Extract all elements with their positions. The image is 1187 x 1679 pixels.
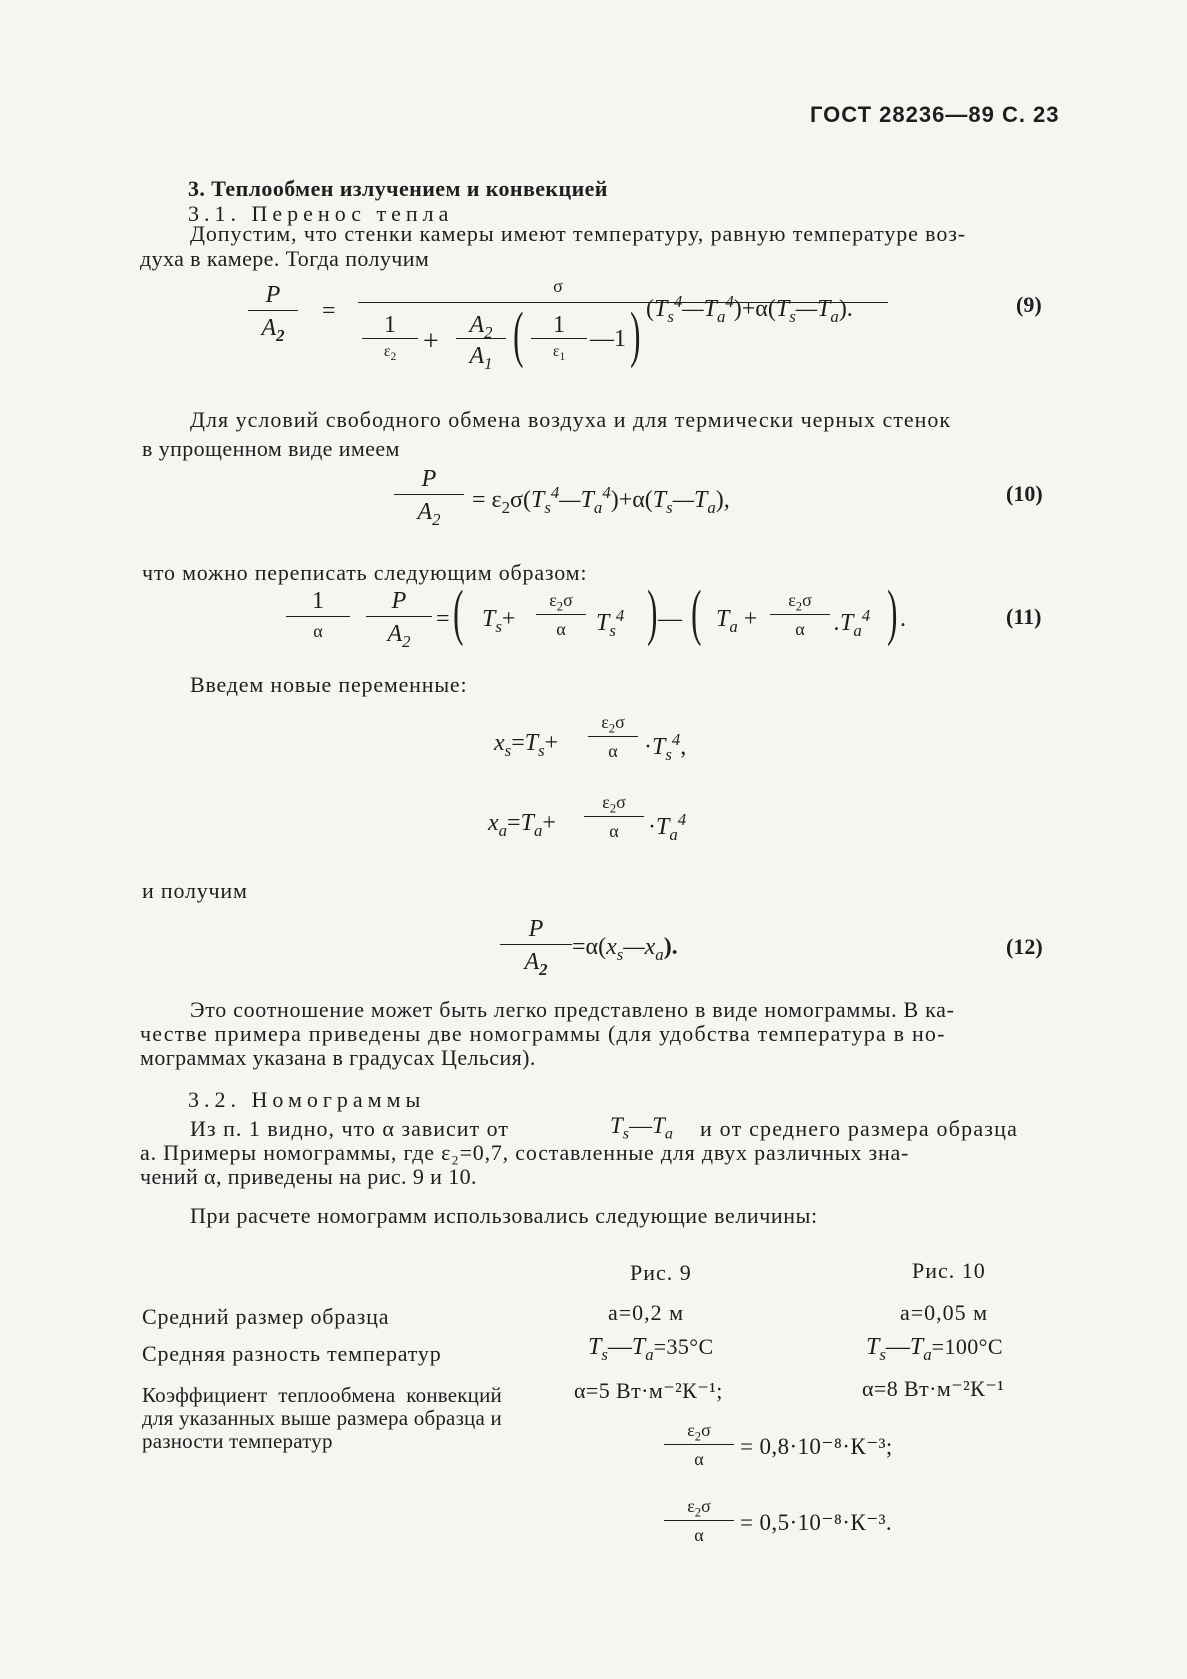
para6-line2: честве примера приведены две номограммы (для удобства температура в но- <box>140 1021 946 1046</box>
para5: и получим <box>142 878 248 903</box>
page-header: ГОСТ 28236—89 С. 23 <box>810 102 1060 127</box>
para7-line1-b: и от среднего размера образца <box>700 1116 1019 1141</box>
para2-line1: Для условий свободного обмена воздуха и для термически черных стенок <box>190 407 952 432</box>
table-row3-value2: α=8 Вт·м⁻²К⁻¹ <box>862 1376 1005 1401</box>
equation-9: P $A_2$ = σ 1 $\varepsilon_2$ + $A_2$ $A_1$ ( 1 $\varepsilon_1$ —1 ) $(T_s^4—T_a^4)+\alpha(T_s—T_a)$. <box>248 276 888 386</box>
table-row2-label: Средняя разность температур <box>142 1341 442 1366</box>
table-col-fig10: Рис. 10 <box>912 1258 986 1283</box>
para7-line1-a: Из п. 1 видно, что α зависит от <box>190 1116 509 1141</box>
section-3-1-title: 3.1. Перенос тепла <box>188 201 454 226</box>
equation-xa: $x_a=T_a+$ $\varepsilon_2\sigma$ α $\cdot T_a^4$ <box>488 792 687 844</box>
equation-10: P $A_2$ = $\varepsilon_2\sigma(T_s^4—T_a^4)+\alpha(T_s—T_a)$, <box>394 466 814 536</box>
equation-11-number: (11) <box>1006 604 1042 629</box>
para7-line3: чений α, приведены на рис. 9 и 10. <box>140 1164 477 1189</box>
table-row2-value2: $T_s—T_a=100^\circ C$ <box>866 1334 1003 1364</box>
table-row3-value1: α=5 Вт·м⁻²К⁻¹; <box>574 1378 723 1403</box>
para7-line2: a. Примеры номограммы, где ε₂=0,7, составленные для двух различных зна- <box>140 1140 910 1165</box>
equation-10-number: (10) <box>1006 481 1043 506</box>
table-ratio2: $\varepsilon_2\sigma$ α = 0,5·10⁻⁸·К⁻³. <box>664 1496 964 1556</box>
table-ratio1: $\varepsilon_2\sigma$ α = 0,8·10⁻⁸·К⁻³; <box>664 1420 964 1480</box>
para1-line1: Допустим, что стенки камеры имеют температуру, равную температуре воз- <box>190 221 967 246</box>
table-row1-value2: a=0,05 м <box>900 1300 989 1325</box>
table-row2-value1: $T_s—T_a=35^\circ C$ <box>588 1334 714 1364</box>
equation-11: 1 α P $A_2$ = ( $T_s+$ $\varepsilon_2\sigma$ α $T_s^4$ ) — ( $T_a$ + $\varepsilon_2\sigma$ α $.T_a^4$ ) . <box>286 588 926 658</box>
para1-line2: духа в камере. Тогда получим <box>140 246 430 271</box>
table-row3-label: Коэффициент теплообмена конвекций для указанных выше размера образца и разности температур <box>142 1383 502 1453</box>
table-col-fig9: Рис. 9 <box>630 1260 692 1285</box>
para4: Введем новые переменные: <box>190 672 468 697</box>
table-row1-value1: a=0,2 м <box>608 1300 685 1325</box>
equation-12: P $A_2$ $=\alpha(x_s—x_a)$. <box>500 916 740 986</box>
para8: При расчете номограмм использовались следующие величины: <box>190 1203 818 1228</box>
para6-line3: мограммах указана в градусах Цельсия). <box>140 1045 536 1070</box>
section-3-2-title: 3.2. Номограммы <box>188 1087 426 1112</box>
para7-ts-ta: $T_s—T_a$ <box>610 1113 673 1143</box>
para2-line2: в упрощенном виде имеем <box>142 436 400 461</box>
section-3-title: 3. Теплообмен излучением и конвекцией <box>188 176 608 201</box>
equation-9-number: (9) <box>1016 292 1042 317</box>
table-row1-label: Средний размер образца <box>142 1304 390 1329</box>
equation-12-number: (12) <box>1006 934 1043 959</box>
para3: что можно переписать следующим образом: <box>142 560 588 585</box>
para6-line1: Это соотношение может быть легко представлено в виде номограммы. В ка- <box>190 997 955 1022</box>
equation-xs: $x_s=T_s+$ $\varepsilon_2\sigma$ α $\cdot T_s^4$, <box>494 712 687 764</box>
